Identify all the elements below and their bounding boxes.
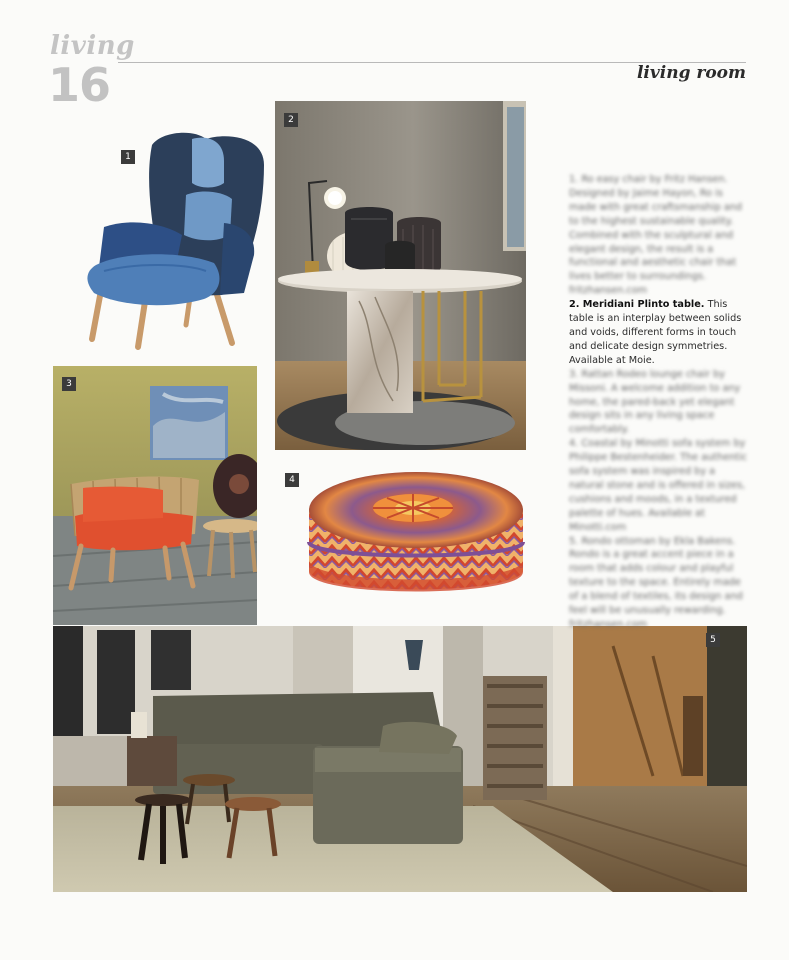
sofa-room-illustration	[53, 626, 747, 892]
table-illustration	[275, 101, 526, 450]
caption-item-5: 5. Rondo ottoman by Ekla Bakens. Rondo is a great accent piece in a room that adds colour and playful texture to the space. Entirely made of a blend of textiles, its design and feel will be unusually rewarding. fritzhansen.com	[569, 535, 743, 630]
page-number: 16	[48, 58, 111, 112]
caption-item-2-body: This table is an interplay between solids and voids, different forms in touch and delicate design symmetries. Available at Moie.	[569, 299, 742, 366]
lounge-chair-illustration	[53, 366, 257, 625]
photo-number-badge: 5	[706, 633, 720, 647]
caption-item-2	[569, 298, 752, 368]
sofa-room-photo	[53, 626, 747, 892]
photo-number-badge: 3	[62, 377, 76, 391]
patterned-pouf-photo	[283, 460, 550, 610]
section-title: living	[50, 31, 135, 61]
orange-armchair-photo	[53, 366, 257, 625]
caption-item-4: 4. Coastal by Minotti sofa system by Philippe Bestenheider. The authentic sofa system was inspired by a natural stone and is offered in sizes, cushions and moods, in a textured palette of hues. Available at Minotti.com	[569, 438, 748, 533]
category-title: living room	[636, 63, 746, 83]
caption-item-2-title: 2. Meridiani Plinto table.	[569, 299, 705, 311]
marble-table-photo	[275, 101, 526, 450]
product-captions	[569, 173, 752, 632]
caption-item-3: 3. Rattan Rodeo lounge chair by Missoni. A welcome addition to any home, the pared-back yet elegant design sits in any living space comfortably.	[569, 368, 741, 436]
blue-armchair-photo	[74, 125, 269, 360]
pouf-illustration	[283, 460, 550, 610]
caption-item-1: 1. Ro easy chair by Fritz Hansen. Designed by Jaime Hayon, Ro is made with great craftsmanship and to the highest sustainable quality. Combined with the sculptural and elegant design, the result is a functional and aesthetic chair that lives better to surroundings. fritzhansen.com	[569, 174, 743, 297]
photo-number-badge: 2	[284, 113, 298, 127]
armchair-illustration	[74, 125, 269, 360]
photo-number-badge: 4	[285, 473, 299, 487]
photo-number-badge: 1	[121, 150, 135, 164]
